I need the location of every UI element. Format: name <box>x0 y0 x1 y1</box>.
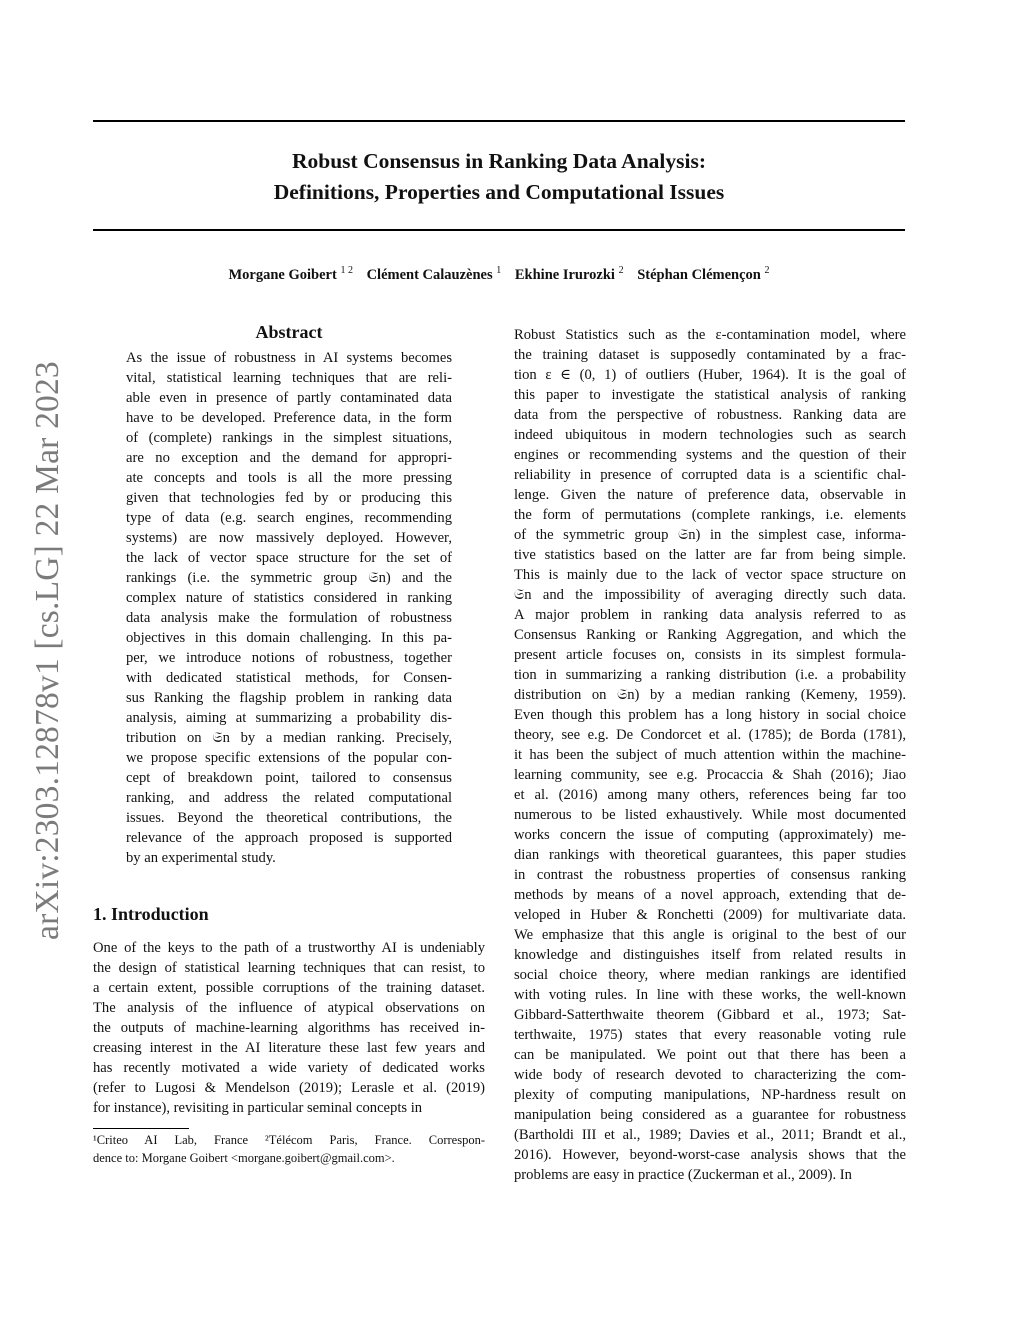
text-line: of the symmetric group 𝔖n) in the simplest case, informa- <box>514 527 906 543</box>
text-line: methods by means of a novel approach, extending that de- <box>514 887 906 903</box>
footnote <box>93 1131 485 1167</box>
text-line: terthwaite, 1975) states that every reasonable voting rule <box>514 1027 906 1043</box>
text-line: for instance), revisiting in particular seminal concepts in <box>93 1100 423 1116</box>
text-line: have to be developed. Preference data, in the form <box>126 410 452 426</box>
text-line: can be manipulated. We point out that there has been a <box>514 1047 906 1063</box>
text-line: relevance of the approach proposed is supported <box>126 830 452 846</box>
title-rule-bottom <box>93 229 905 231</box>
author-name: Ekhine Irurozki <box>514 266 615 283</box>
text-line: numerous to be listed exhaustively. While most documented <box>514 807 906 823</box>
text-line: ranking, and address the related computational <box>126 790 452 806</box>
text-line: ate concepts and tools is all the more pressing <box>126 470 452 486</box>
text-line: this paper to investigate the statistical analysis of ranking <box>514 387 906 403</box>
text-line: cept of breakdown point, tailored to consensus <box>126 770 452 786</box>
text-line: issues. Beyond the theoretical contributions, the <box>126 810 452 826</box>
text-line: with dedicated statistical methods, for Consen- <box>126 670 452 686</box>
text-line: Consensus Ranking or Ranking Aggregation, and which the <box>514 627 906 643</box>
text-line: We emphasize that this angle is original to the best of our <box>514 927 906 943</box>
text-line: veloped in Huber & Ronchetti (2009) for multivariate data. <box>514 907 906 923</box>
text-line: knowledge and distinguishes itself from related results in <box>514 947 906 963</box>
text-line: a certain extent, possible corruptions of the training dataset. <box>93 980 485 996</box>
text-line: it has been the subject of much attention within the machine- <box>514 747 906 763</box>
paper-title <box>93 146 905 208</box>
author-irurozki <box>515 267 624 283</box>
text-line: One of the keys to the path of a trustworthy AI is undeniably <box>93 940 485 956</box>
text-line: data analysis make the formulation of robustness <box>126 610 452 626</box>
text-line: lenge. Given the nature of preference data, observable in <box>514 487 906 503</box>
text-line: et al. (2016) among many others, references being far too <box>514 787 906 803</box>
text-line: manipulation being considered as a guarantee for robustness <box>514 1107 906 1123</box>
text-line: 𝔖n and the impossibility of averaging directly such data. <box>514 587 906 603</box>
text-line: with voting rules. In line with these works, the well-known <box>514 987 906 1003</box>
text-line: tribution on 𝔖n by a median ranking. Precisely, <box>126 730 452 746</box>
text-line: Robust Statistics such as the ε-contamination model, where <box>514 327 906 343</box>
text-line: problems are easy in practice (Zuckerman et al., 2009). In <box>514 1167 852 1183</box>
text-line: works concern the issue of computing (approximately) me- <box>514 827 906 843</box>
text-line: type of data (e.g. search engines, recommending <box>126 510 452 526</box>
author-name: Morgane Goibert <box>228 266 337 283</box>
text-line: the training dataset is supposedly contaminated by a frac- <box>514 347 906 363</box>
text-line: tive statistics based on the latter are far from being simple. <box>514 547 906 563</box>
text-line: reliability in presence of corrupted data is a scientific chal- <box>514 467 906 483</box>
text-line: tion ε ∈ (0, 1) of outliers (Huber, 1964). It is the goal of <box>514 367 906 383</box>
text-line: given that technologies fed by or producing this <box>126 490 452 506</box>
text-line: Gibbard-Satterthwaite theorem (Gibbard et al., 1973; Sat- <box>514 1007 906 1023</box>
author-affiliation: 2 <box>618 265 624 276</box>
author-clemencon <box>637 267 769 283</box>
text-line: dian rankings with theoretical guarantees, this paper studies <box>514 847 906 863</box>
author-name: Stéphan Clémençon <box>637 266 761 283</box>
abstract-heading: Abstract <box>255 322 323 342</box>
text-line: per, we introduce notions of robustness, together <box>126 650 452 666</box>
text-line: analysis, aiming at summarizing a probability dis- <box>126 710 452 726</box>
introduction-body <box>93 938 485 1118</box>
author-affiliation: 2 <box>764 265 770 276</box>
text-line: indeed ubiquitous in modern technologies such as search <box>514 427 906 443</box>
text-line: by an experimental study. <box>126 850 276 866</box>
text-line: systems) are now massively deployed. However, <box>126 530 452 546</box>
text-line: the design of statistical learning techniques that can resist, to <box>93 960 485 976</box>
text-line: the lack of vector space structure for the set of <box>126 550 452 566</box>
author-name: Clément Calauzènes <box>366 266 493 283</box>
text-line: we propose specific extensions of the popular con- <box>126 750 452 766</box>
text-line: the outputs of machine-learning algorithms has received in- <box>93 1020 485 1036</box>
author-affiliation: 1 2 <box>340 265 353 276</box>
footnote-rule <box>93 1128 189 1129</box>
text-line: present article focuses on, consists in its simplest formula- <box>514 647 906 663</box>
text-line: theory, see e.g. De Condorcet et al. (1785); de Borda (1781), <box>514 727 906 743</box>
right-column-body <box>514 325 906 1185</box>
text-line: wide body of research devoted to characterizing the com- <box>514 1067 906 1083</box>
text-line: rankings (i.e. the symmetric group 𝔖n) and the <box>126 570 452 586</box>
text-line: A major problem in ranking data analysis referred to as <box>514 607 906 623</box>
text-line: This is mainly due to the lack of vector space structure on <box>514 567 906 583</box>
text-line: ¹Criteo AI Lab, France ²Télécom Paris, France. Correspon- <box>93 1133 485 1147</box>
text-line: complex nature of statistics considered in ranking <box>126 590 452 606</box>
text-line: the form of permutations (complete rankings, i.e. elements <box>514 507 906 523</box>
author-calauzenes <box>367 267 502 283</box>
text-line: tion in summarizing a ranking distribution (i.e. a probability <box>514 667 906 683</box>
text-line: Even though this problem has a long history in social choice <box>514 707 906 723</box>
text-line: engines or recommending systems and the question of their <box>514 447 906 463</box>
text-line: of (complete) rankings in the simplest situations, <box>126 430 452 446</box>
author-list <box>93 265 905 284</box>
text-line: social choice theory, where median rankings are identified <box>514 967 906 983</box>
text-line: learning community, see e.g. Procaccia & Shah (2016); Jiao <box>514 767 906 783</box>
arxiv-side-stamp: arXiv:2303.12878v1 [cs.LG] 22 Mar 2023 <box>29 361 66 940</box>
text-line: (refer to Lugosi & Mendelson (2019); Lerasle et al. (2019) <box>93 1080 485 1096</box>
text-line: vital, statistical learning techniques that are reli- <box>126 370 452 386</box>
abstract-body <box>126 348 452 868</box>
text-line: distribution on 𝔖n) by a median ranking (Kemeny, 1959). <box>514 687 906 703</box>
text-line: in contrast the robustness properties of consensus ranking <box>514 867 906 883</box>
text-line: sus Ranking the flagship problem in ranking data <box>126 690 452 706</box>
section-heading-introduction: 1. Introduction <box>93 904 209 924</box>
text-line: able even in presence of partly contaminated data <box>126 390 452 406</box>
author-affiliation: 1 <box>496 265 502 276</box>
author-goibert <box>229 267 353 283</box>
text-line: (Bartholdi III et al., 1989; Davies et al., 2011; Brandt et al., <box>514 1127 906 1143</box>
text-line: are no exception and the demand for appropri- <box>126 450 452 466</box>
title-rule-top <box>93 120 905 122</box>
text-line: plexity of computing manipulations, NP-hardness result on <box>514 1087 906 1103</box>
title-line-2: Definitions, Properties and Computational Issues <box>273 180 725 204</box>
text-line: creasing interest in the AI literature these last few years and <box>93 1040 485 1056</box>
text-line: 2016). However, beyond-worst-case analysis shows that the <box>514 1147 906 1163</box>
text-line: dence to: Morgane Goibert <morgane.goibert@gmail.com>. <box>93 1151 395 1165</box>
text-line: data from the perspective of robustness. Ranking data are <box>514 407 906 423</box>
text-line: has recently motivated a wide variety of dedicated works <box>93 1060 485 1076</box>
text-line: As the issue of robustness in AI systems becomes <box>126 350 452 366</box>
text-line: The analysis of the influence of atypical observations on <box>93 1000 485 1016</box>
text-line: objectives in this domain challenging. In this pa- <box>126 630 452 646</box>
title-line-1: Robust Consensus in Ranking Data Analysis: <box>291 149 706 173</box>
